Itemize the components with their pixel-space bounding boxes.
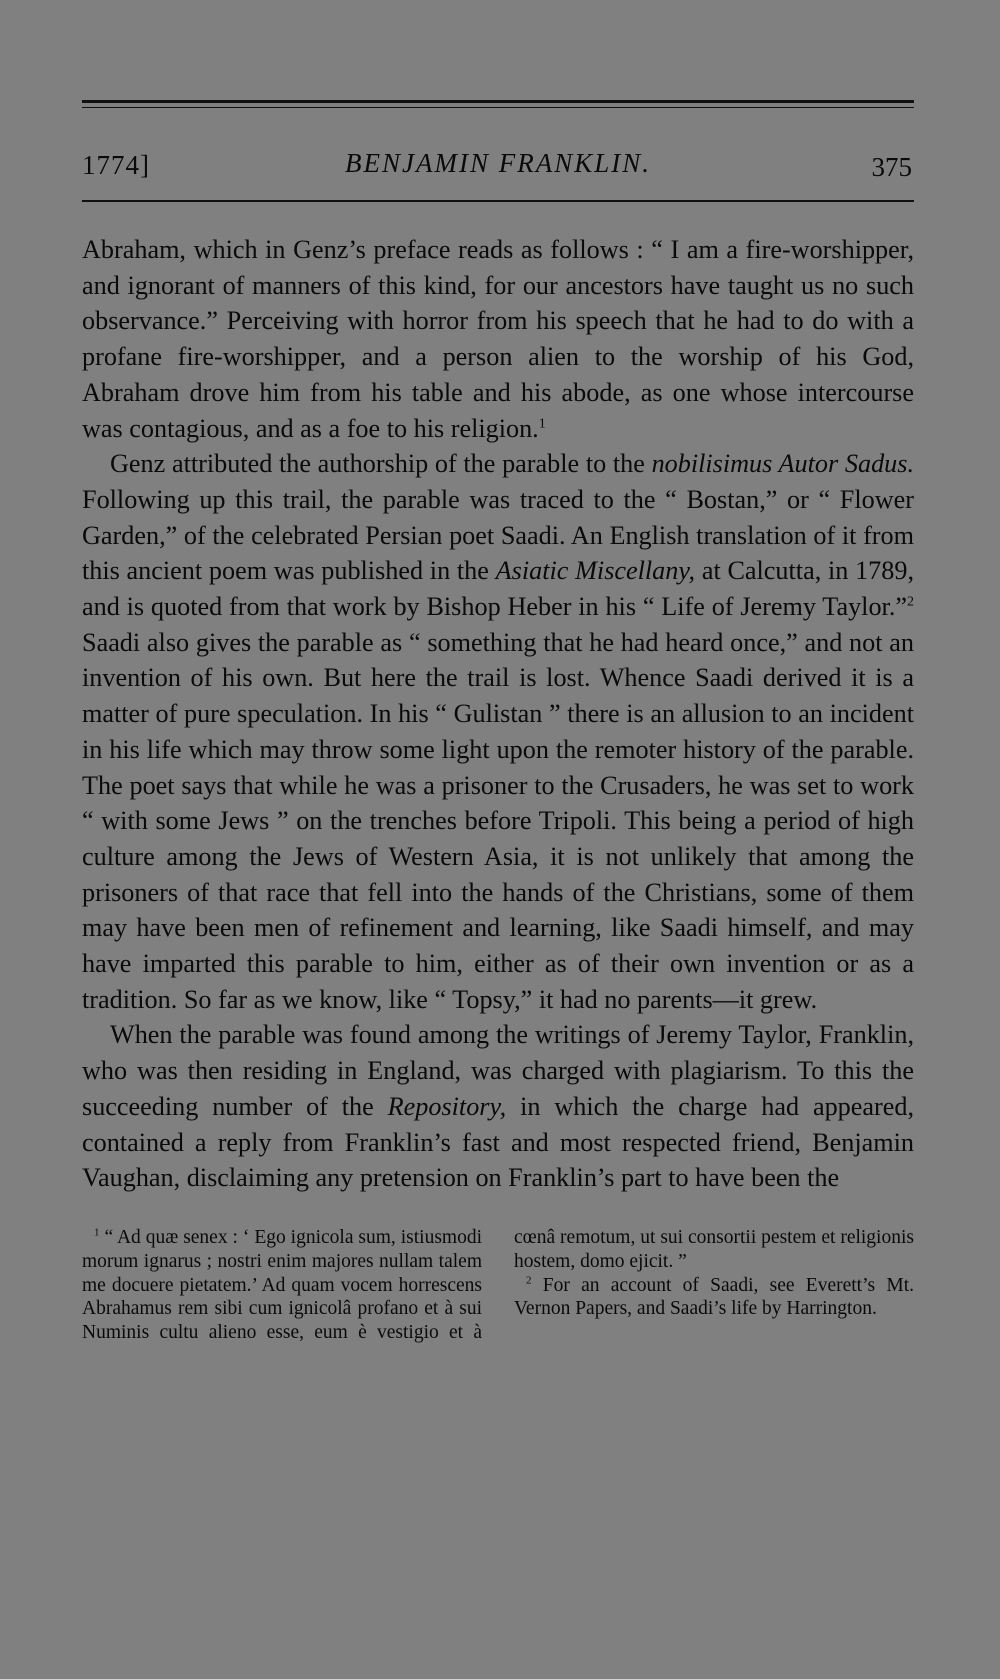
footnote-2-mark: 2 (526, 1274, 532, 1287)
paragraph-2-text-c: at Calcutta, in 1789, and is quoted from that work by Bishop Heber in his “ Life of Jeremy Taylor.” (82, 556, 914, 622)
paragraph-3-text-b: in which the charge had appeared, contained a reply from Franklin’s fast and most respected friend, Benjamin Vaughan, disclaiming any pretension on Franklin’s part to have been the (82, 1091, 914, 1193)
paragraph-2-text-b: Following up this trail, the parable was traced to the “ Bostan,” or “ Flower Garden,” of the celebrated Persian poet Saadi. An English translation of it from this ancient poem was published in the (82, 484, 914, 586)
paragraph-3 (82, 1017, 914, 1196)
footnote-ref-2: 2 (907, 594, 914, 610)
paragraph-2-italic-miscellany: Asiatic Miscellany, (495, 556, 696, 586)
body-text (82, 232, 914, 1196)
running-head-year: 1774] (82, 150, 150, 180)
page-number: 375 (871, 152, 912, 182)
paragraph-2 (82, 446, 914, 1017)
footnote-1-mark: 1 (94, 1226, 100, 1239)
top-rule (82, 100, 914, 103)
book-page (82, 100, 914, 1345)
paragraph-2-text-a: Genz attributed the authorship of the parable to the (110, 449, 652, 479)
footnote-1-text: “ Ad quæ senex : ‘ Ego ignicola sum, istiusmodi morum ignarus ; nostri enim majores nullam talem me docuere pietatem.’ Ad quam vocem horrescens Abrahamus rem sibi cum ignicolâ profano et à sui Numinis cultu alieno esse, eum è vestigio et à cœnâ remotum, ut sui consortii pestem et religionis hostem, domo ejicit. ” (82, 1226, 914, 1344)
paragraph-3-text-a: When the parable was found among the writings of Jeremy Taylor, Franklin, who was then residing in England, was charged with plagiarism. To this the succeeding number of the (82, 1020, 914, 1121)
header-rule (82, 200, 914, 202)
running-head-title: BENJAMIN FRANKLIN. (345, 148, 651, 178)
paragraph-2-text-d: Saadi also gives the parable as “ something that he had heard once,” and not an invention of his own. But here the trail is lost. Whence Saadi derived it is a matter of pure speculation. In his “ Gulistan ” there is an allusion to an incident in his life which may throw some light upon the remoter history of the parable. The poet says that while he was a prisoner to the Crusaders, he was set to work “ with some Jews ” on the trenches before Tripoli. This being a period of high culture among the Jews of Western Asia, it is not unlikely that among the prisoners of that race that fell into the hands of the Christians, some of them may have been men of refinement and learning, like Saadi himself, and may have imparted this parable to him, either as of their own invention or as a tradition. So far as we know, like “ Topsy,” it had no parents—it grew. (82, 627, 914, 1014)
footnote-ref-1: 1 (538, 415, 546, 431)
paragraph-2-italic-author: nobilisimus Autor Sadus. (651, 449, 914, 479)
paragraph-1-text: Abraham, which in Genz’s preface reads as follows : “ I am a fire-worshipper, and ignorant of manners of this kind, for our ancestors have taught us no such observance.” Perceiving with horror from his speech that he had to do with a profane fire-worshipper, and a person alien to the worship of his God, Abraham drove him from his table and his abode, as one whose intercourse was contagious, and as a foe to his religion. (82, 235, 914, 443)
footnotes (82, 1226, 914, 1345)
paragraph-1 (82, 232, 914, 446)
footnote-2 (514, 1274, 914, 1322)
running-head (82, 108, 914, 182)
footnote-2-text: For an account of Saadi, see Everett’s Mt. Vernon Papers, and Saadi’s life by Harrington. (514, 1274, 914, 1320)
paragraph-3-italic-repository: Repository, (387, 1091, 507, 1121)
